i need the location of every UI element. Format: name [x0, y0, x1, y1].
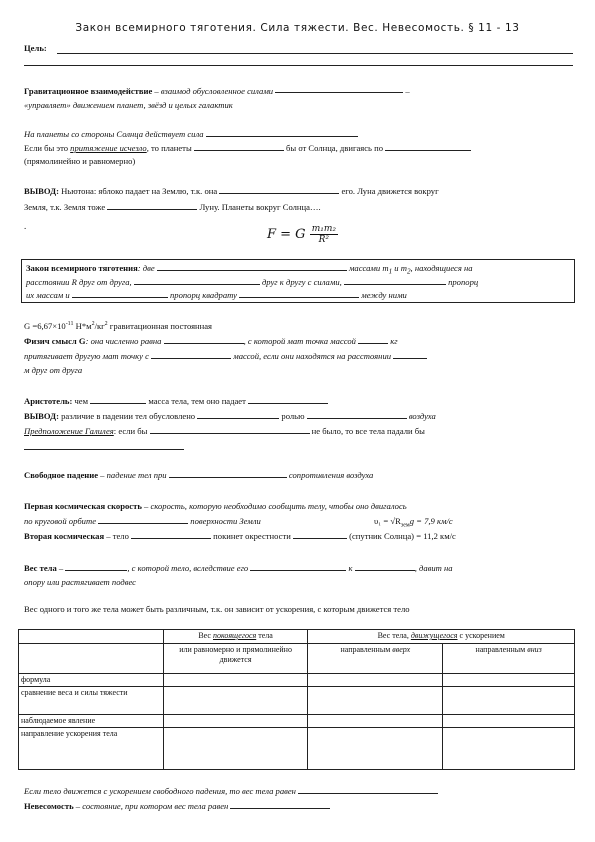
subheader-uniform: или равномерно и прямолинейно движется: [163, 644, 308, 674]
formula-denominator: R²: [318, 235, 330, 245]
aristotle-blank-3[interactable]: [197, 418, 279, 419]
aristotle-blank-2[interactable]: [248, 403, 328, 404]
trajectory-blank[interactable]: [385, 150, 471, 151]
table-cell[interactable]: [443, 674, 575, 687]
g-meaning-3: м друг от друга: [24, 365, 83, 375]
table-cell[interactable]: [163, 687, 308, 715]
g-meaning-blank-3[interactable]: [151, 358, 231, 359]
newton-conclusion-2: Земля, т.к. Земля тоже Луну. Планеты вокруг Солнца….: [24, 202, 321, 212]
second-cosmic: Вторая космическая – тело покинет окрестности (спутник Солнца) = 11,2 км/с: [24, 531, 456, 541]
g-meaning-blank-2[interactable]: [358, 343, 388, 344]
g-meaning-1: Физич смысл G: она численно равна , с которой мат точка массой кг: [24, 336, 398, 346]
goal-label: Цель:: [24, 43, 47, 53]
free-fall-weight-line: Если тело движется с ускорением свободного падения, то вес тела равен: [24, 786, 438, 796]
table-cell[interactable]: [163, 715, 308, 728]
table-cell[interactable]: [308, 687, 443, 715]
g-meaning-2: притягивает другую мат точку с массой, если они находятся на расстоянии: [24, 351, 427, 361]
g-meaning-blank-4[interactable]: [393, 358, 427, 359]
header-resting: Вес покоящегося тела: [163, 630, 308, 644]
first-cosmic-blank[interactable]: [98, 523, 188, 524]
formula-lhs: F = G: [267, 227, 306, 242]
aristotle-blank-1[interactable]: [90, 403, 146, 404]
table-cell[interactable]: [308, 728, 443, 770]
galileo-line: Предположение Галилея: если бы не было, то все тела падали бы: [24, 426, 425, 436]
straight-note: (прямолинейно и равномерно): [24, 156, 136, 166]
g-constant: $G =6,67\times 10^{-11}$ $Н*м^2/кг^2$ гравитационная постоянная: [24, 321, 212, 331]
gravity-term: Гравитационное взаимодействие: [24, 86, 153, 96]
formula-dot: .: [24, 221, 27, 231]
gravity-formula: [267, 224, 338, 245]
gravity-dash: –: [403, 86, 410, 96]
table-cell[interactable]: [163, 728, 308, 770]
free-fall-weight-blank[interactable]: [298, 793, 438, 794]
newton-blank-1[interactable]: [219, 193, 339, 194]
table-row-label: сравнение веса и силы тяжести: [19, 687, 164, 715]
weight-blank-3[interactable]: [355, 570, 415, 571]
header-moving: Вес тела, движущегося с ускорением: [308, 630, 575, 644]
table-cell[interactable]: [443, 715, 575, 728]
table-row-label: формула: [19, 674, 164, 687]
second-cosmic-blank-1[interactable]: [131, 538, 211, 539]
formula-fraction: [310, 224, 338, 245]
table-cell[interactable]: [443, 728, 575, 770]
weight-blank-2[interactable]: [250, 570, 346, 571]
weight-table: [18, 629, 575, 770]
law-blank-3[interactable]: [344, 284, 446, 285]
weightlessness-line: Невесомость – состояние, при котором вес тела равен: [24, 801, 330, 811]
first-cosmic-2: по круговой орбите поверхности Земли: [24, 516, 261, 526]
subheader-down: направленным вниз: [443, 644, 575, 674]
weight-definition-1: Вес тела – , с которой тело, вследствие его к , давит на: [24, 563, 453, 573]
law-line-1: Закон всемирного тяготения: две массами $m_1$ и $m_2$, находящиеся на: [26, 263, 473, 276]
weight-blank-1[interactable]: [65, 570, 127, 571]
aristotle-line: Аристотель: чем масса тела, тем оно падает: [24, 396, 328, 406]
table-cell[interactable]: [308, 715, 443, 728]
free-fall-blank[interactable]: [169, 477, 287, 478]
table-cell[interactable]: [163, 674, 308, 687]
weight-definition-2: опору или растягивает подвес: [24, 577, 136, 587]
galileo-blank-2[interactable]: [24, 449, 184, 450]
table-row-label: наблюдаемое явление: [19, 715, 164, 728]
sun-force-text: На планеты со стороны Солнца действует сила: [24, 129, 206, 139]
law-blank-1[interactable]: [157, 270, 347, 271]
galileo-blank-1[interactable]: [150, 433, 310, 434]
formula-numerator: m₁m₂: [311, 224, 336, 234]
subheader-up: направленным вверх: [308, 644, 443, 674]
table-cell[interactable]: [443, 687, 575, 715]
law-line-3: их массам и пропорц квадрату между ними: [26, 290, 407, 300]
goal-blank-2[interactable]: [24, 65, 573, 66]
aristotle-blank-4[interactable]: [307, 418, 407, 419]
newton-conclusion-1: ВЫВОД: Ньютона: яблоко падает на Землю, т.к. она его. Луна движется вокруг: [24, 186, 439, 196]
sun-force-blank[interactable]: [206, 136, 358, 137]
table-row-label: направление ускорения тела: [19, 728, 164, 770]
gravity-line-2: «управляет» движением планет, звёзд и целых галактик: [24, 100, 233, 110]
free-fall-line: Свободное падение – падение тел при сопротивления воздуха: [24, 470, 374, 480]
g-meaning-blank-1[interactable]: [164, 343, 244, 344]
first-cosmic-1: Первая космическая скорость – скорость, которую необходимо сообщить телу, чтобы оно двигалось: [24, 501, 407, 511]
law-blank-5[interactable]: [239, 297, 359, 298]
law-line-2: расстоянии R друг от друга, друг к другу с силами, пропорц: [26, 277, 479, 287]
newton-blank-2[interactable]: [107, 209, 197, 210]
page-title: Закон всемирного тяготения. Сила тяжести. Вес. Невесомость. § 11 - 13: [75, 22, 520, 34]
planets-blank[interactable]: [194, 150, 284, 151]
gravity-def: – взаимод обусловленное силами: [152, 86, 276, 96]
goal-blank-1[interactable]: [57, 53, 573, 54]
law-blank-2[interactable]: [134, 284, 260, 285]
gravity-blank[interactable]: [275, 92, 403, 93]
attraction-vanish: притяжение исчезло: [70, 143, 147, 153]
first-cosmic-formula: $\upsilon_1 = √R_{зем}g = 7,9$ км/с: [374, 516, 453, 529]
weightlessness-blank[interactable]: [230, 808, 330, 809]
table-cell[interactable]: [308, 674, 443, 687]
table-corner-2: [19, 644, 164, 674]
attraction-line: Если бы это притяжение исчезло, то планеты бы от Солнца, двигаясь по: [24, 143, 471, 153]
second-cosmic-blank-2[interactable]: [293, 538, 347, 539]
sun-force-line: [24, 129, 358, 139]
law-blank-4[interactable]: [72, 297, 168, 298]
aristotle-conclusion: ВЫВОД: различие в падении тел обусловлено ролью воздуха: [24, 411, 436, 421]
weight-note: Вес одного и того же тела может быть различным, т.к. он зависит от ускорения, с которым движется тело: [24, 604, 410, 614]
table-corner: [19, 630, 164, 644]
gravity-definition: [24, 86, 410, 96]
